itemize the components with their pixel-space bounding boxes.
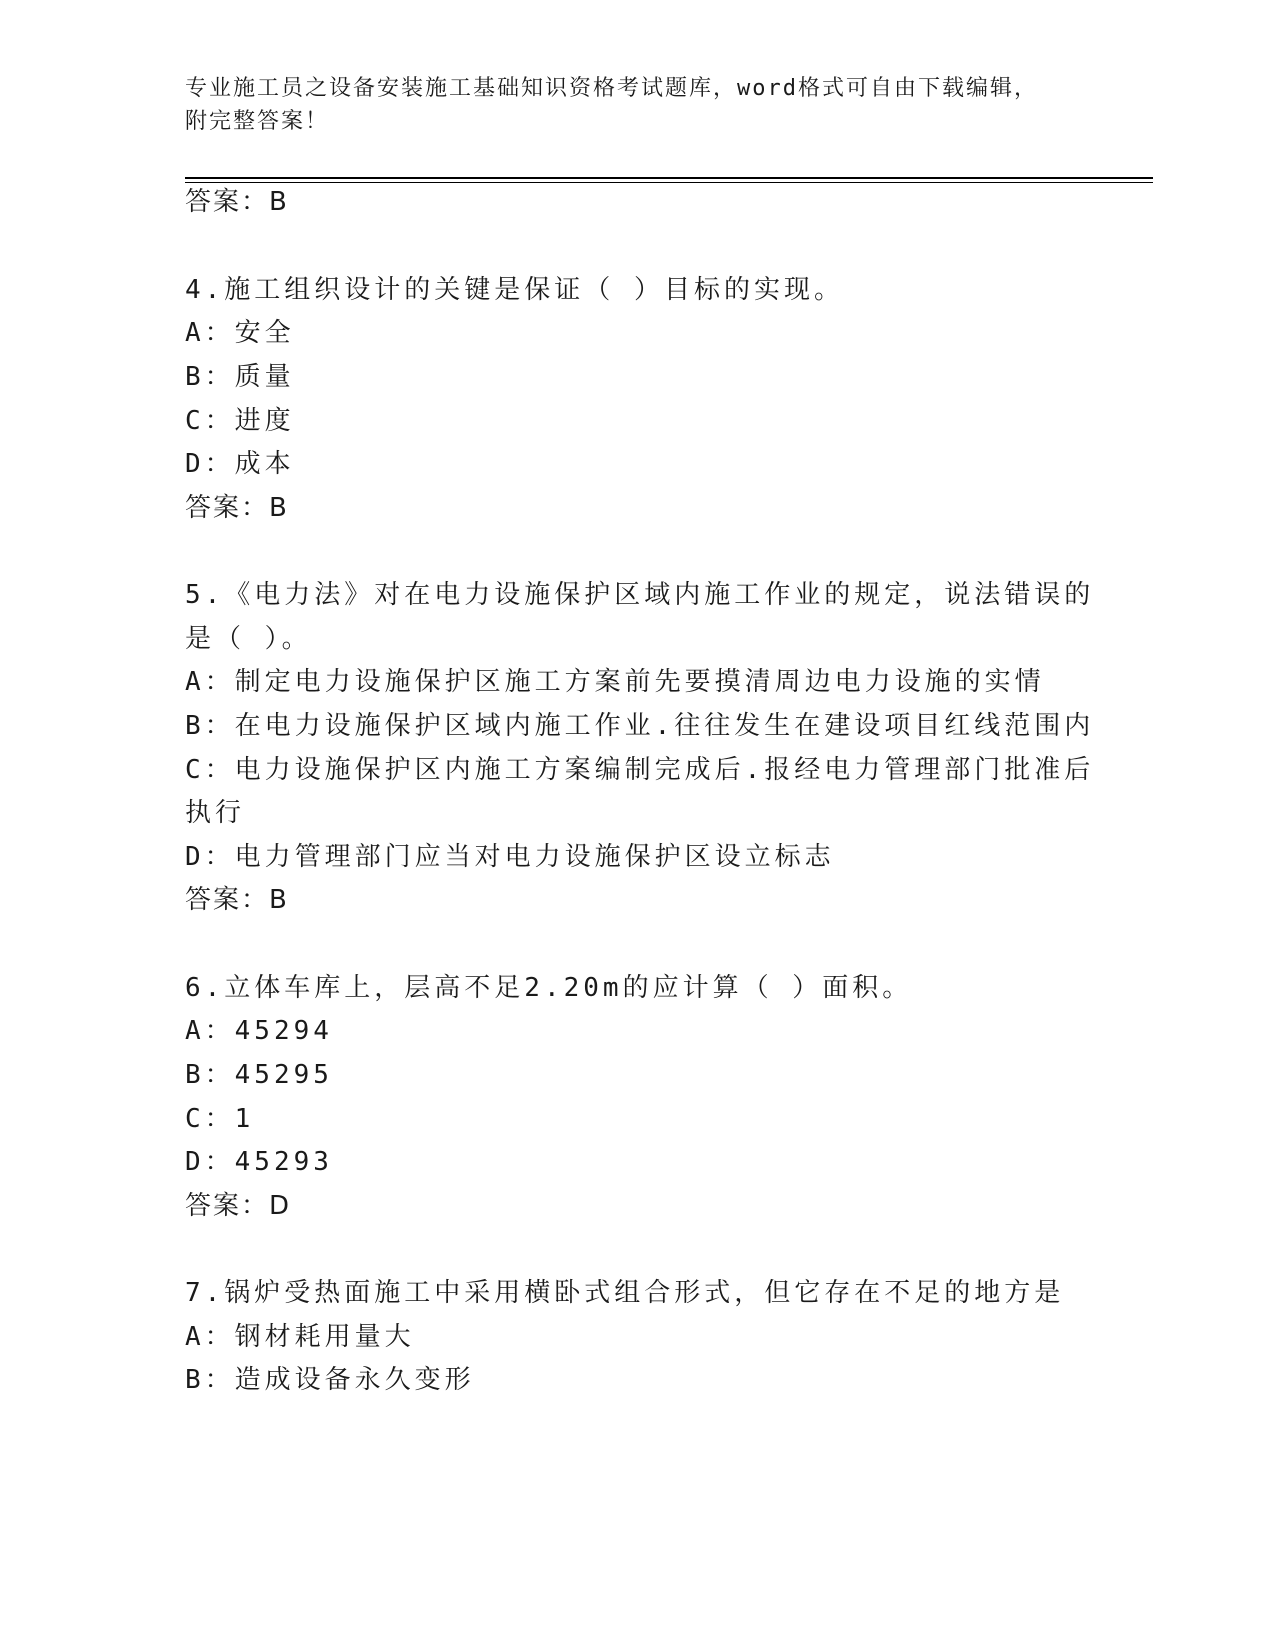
question-4-stem: 4.施工组织设计的关键是保证（ ）目标的实现。 [185, 275, 844, 305]
answer-q4: 答案：B [185, 493, 289, 523]
question-5-option-c: C：电力设施保护区内施工方案编制完成后.报经电力管理部门批准后 [185, 755, 1095, 785]
question-5-stem-line-2: 是（ ）。 [185, 624, 312, 654]
question-5-stem-line-1: 5.《电力法》对在电力设施保护区域内施工作业的规定，说法错误的 [185, 580, 1095, 610]
question-6-stem: 6.立体车库上，层高不足2.20m的应计算（ ）面积。 [185, 973, 913, 1003]
document-header [185, 72, 1065, 138]
question-4-option-d: D：成本 [185, 449, 295, 479]
question-4-option-a: A：安全 [185, 318, 295, 348]
question-4-option-c: C：进度 [185, 406, 295, 436]
question-6-option-c: C：1 [185, 1104, 255, 1134]
question-5-option-c-continued: 执行 [185, 798, 246, 828]
header-divider-thick [185, 177, 1153, 179]
question-7-option-a: A：钢材耗用量大 [185, 1322, 415, 1352]
header-line-2: 附完整答案！ [185, 109, 330, 134]
answer-q3: 答案：B [185, 187, 289, 217]
question-7-option-b: B：造成设备永久变形 [185, 1365, 475, 1395]
question-5-option-a: A：制定电力设施保护区施工方案前先要摸清周边电力设施的实情 [185, 667, 1045, 697]
answer-q6: 答案：D [185, 1191, 292, 1221]
answer-q5: 答案：B [185, 885, 289, 915]
question-5-option-b: B：在电力设施保护区域内施工作业.往往发生在建设项目红线范围内 [185, 711, 1095, 741]
header-divider-thin [185, 182, 1153, 183]
question-7-stem: 7.锅炉受热面施工中采用横卧式组合形式，但它存在不足的地方是 [185, 1278, 1065, 1308]
question-4-option-b: B：质量 [185, 362, 295, 392]
question-6-option-b: B：45295 [185, 1060, 333, 1090]
question-6-option-d: D：45293 [185, 1147, 333, 1177]
header-line-1: 专业施工员之设备安装施工基础知识资格考试题库，word格式可自由下载编辑， [185, 76, 1038, 101]
question-5-option-d: D：电力管理部门应当对电力设施保护区设立标志 [185, 842, 835, 872]
question-6-option-a: A：45294 [185, 1016, 333, 1046]
